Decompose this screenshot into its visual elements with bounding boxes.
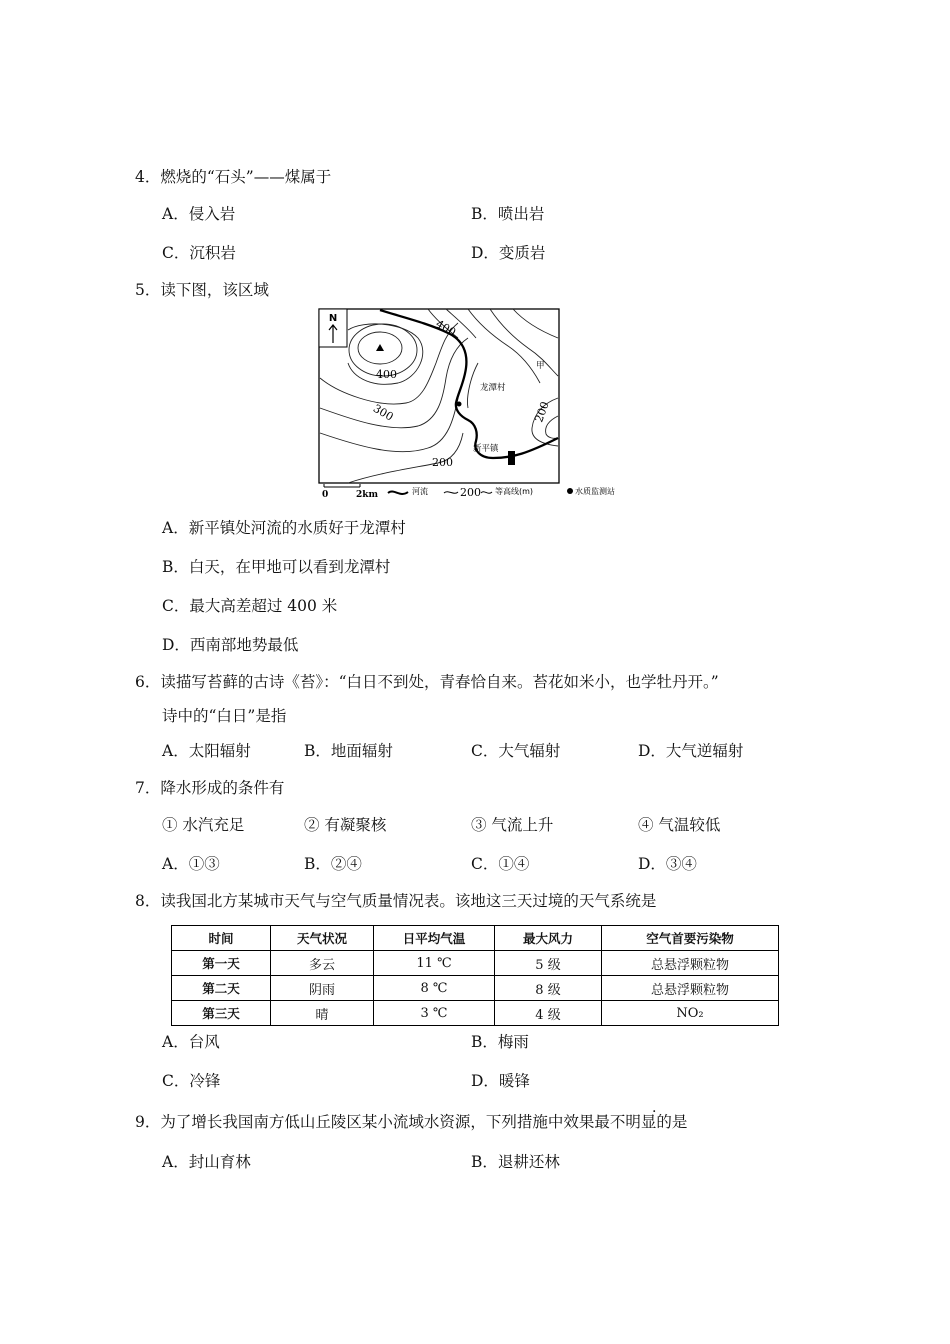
q6-stem-line2: 诗中的“白日”是指	[162, 707, 287, 725]
place-label-longtan: 龙潭村	[480, 383, 506, 393]
legend-contour-text: 等高线(m)	[495, 487, 534, 496]
q7-stem: 7．降水形成的条件有	[135, 779, 285, 797]
table-cell: 第三天	[172, 1001, 271, 1026]
q8-option-b: B．梅雨	[471, 1033, 529, 1051]
q7-option-d: D．③④	[638, 855, 697, 873]
q4-stem: 4．燃烧的“石头”——煤属于	[135, 168, 332, 186]
table-cell: NO₂	[602, 1001, 779, 1026]
q7-condition-4: ④ 气温较低	[638, 816, 721, 834]
table-row	[172, 951, 779, 976]
table-cell: 阴雨	[271, 976, 374, 1001]
q6-option-b: B．地面辐射	[304, 742, 393, 760]
table-header: 空气首要污染物	[602, 926, 779, 951]
table-cell: 总悬浮颗粒物	[602, 976, 779, 1001]
river	[380, 310, 558, 458]
map-legend	[322, 484, 615, 500]
station-xinping-icon	[508, 451, 515, 465]
q5-option-c: C．最大高差超过 400 米	[162, 597, 338, 615]
table-cell: 3 ℃	[374, 1001, 495, 1026]
place-label-xinping: 新平镇	[473, 444, 499, 454]
contour-label: 400	[433, 317, 459, 340]
peak-icon	[376, 344, 384, 351]
q9-option-a: A．封山育林	[162, 1153, 251, 1171]
q9-option-b: B．退耕还林	[471, 1153, 560, 1171]
q5-option-b: B．白天，在甲地可以看到龙潭村	[162, 558, 391, 576]
q6-stem-line1: 6．读描写苔藓的古诗《苔》：“白日不到处，青春恰自来。苔花如米小，也学牡丹开。”	[135, 673, 719, 691]
contour-label: 400	[376, 368, 397, 381]
table-row	[172, 1001, 779, 1026]
q5-option-a: A．新平镇处河流的水质好于龙潭村	[162, 519, 406, 537]
q7-condition-2: ② 有凝聚核	[304, 816, 387, 834]
legend-river: 河流	[412, 487, 428, 496]
table-header-row	[172, 926, 779, 951]
q7-condition-1: ① 水汽充足	[162, 816, 245, 834]
q7-condition-3: ③ 气流上升	[471, 816, 554, 834]
table-cell: 4 级	[495, 1001, 602, 1026]
q7-option-a: A．①③	[162, 855, 220, 873]
contour-map	[318, 308, 648, 500]
table-header: 日平均气温	[374, 926, 495, 951]
table-cell: 5 级	[495, 951, 602, 976]
q8-option-c: C．冷锋	[162, 1072, 221, 1090]
emphasis-dot: .	[652, 1100, 657, 1116]
table-cell: 多云	[271, 951, 374, 976]
place-label-jia: 甲	[536, 361, 545, 371]
weather-table	[171, 925, 779, 1026]
table-cell: 8 ℃	[374, 976, 495, 1001]
q4-option-a: A．侵入岩	[162, 205, 236, 223]
q5-stem: 5．读下图，该区域	[135, 281, 269, 299]
legend-contour-value: 200	[460, 486, 481, 499]
contour-label: 200	[432, 456, 453, 469]
scale-km: 2km	[356, 490, 379, 500]
q4-option-c: C．沉积岩	[162, 244, 236, 262]
contour-label: 300	[370, 401, 396, 424]
q4-option-d: D．变质岩	[471, 244, 546, 262]
table-cell: 8 级	[495, 976, 602, 1001]
table-header: 天气状况	[271, 926, 374, 951]
north-label: N	[328, 313, 338, 324]
table-cell: 晴	[271, 1001, 374, 1026]
table-row	[172, 976, 779, 1001]
legend-station-icon	[567, 488, 573, 494]
station-longtan-icon	[457, 402, 462, 407]
legend-contour-icon	[444, 492, 458, 494]
q6-option-c: C．大气辐射	[471, 742, 561, 760]
q6-option-d: D．大气逆辐射	[638, 742, 744, 760]
q8-option-d: D．暖锋	[471, 1072, 530, 1090]
q8-option-a: A．台风	[162, 1033, 220, 1051]
scale-zero: 0	[322, 490, 329, 500]
table-header: 时间	[172, 926, 271, 951]
q8-stem: 8．读我国北方某城市天气与空气质量情况表。该地这三天过境的天气系统是	[135, 892, 657, 910]
legend-station: 水质监测站	[575, 487, 615, 496]
table-cell: 总悬浮颗粒物	[602, 951, 779, 976]
table-header: 最大风力	[495, 926, 602, 951]
contour-label: 200	[532, 399, 552, 425]
q7-option-b: B．②④	[304, 855, 362, 873]
table-cell: 第一天	[172, 951, 271, 976]
q6-option-a: A．太阳辐射	[162, 742, 251, 760]
q9-stem: 9．为了增长我国南方低山丘陵区某小流域水资源，下列措施中效果最不明显的是	[135, 1113, 688, 1131]
q7-option-c: C．①④	[471, 855, 530, 873]
table-cell: 第二天	[172, 976, 271, 1001]
q5-option-d: D．西南部地势最低	[162, 636, 299, 654]
legend-river-icon	[388, 492, 408, 494]
table-cell: 11 ℃	[374, 951, 495, 976]
q4-option-b: B．喷出岩	[471, 205, 545, 223]
